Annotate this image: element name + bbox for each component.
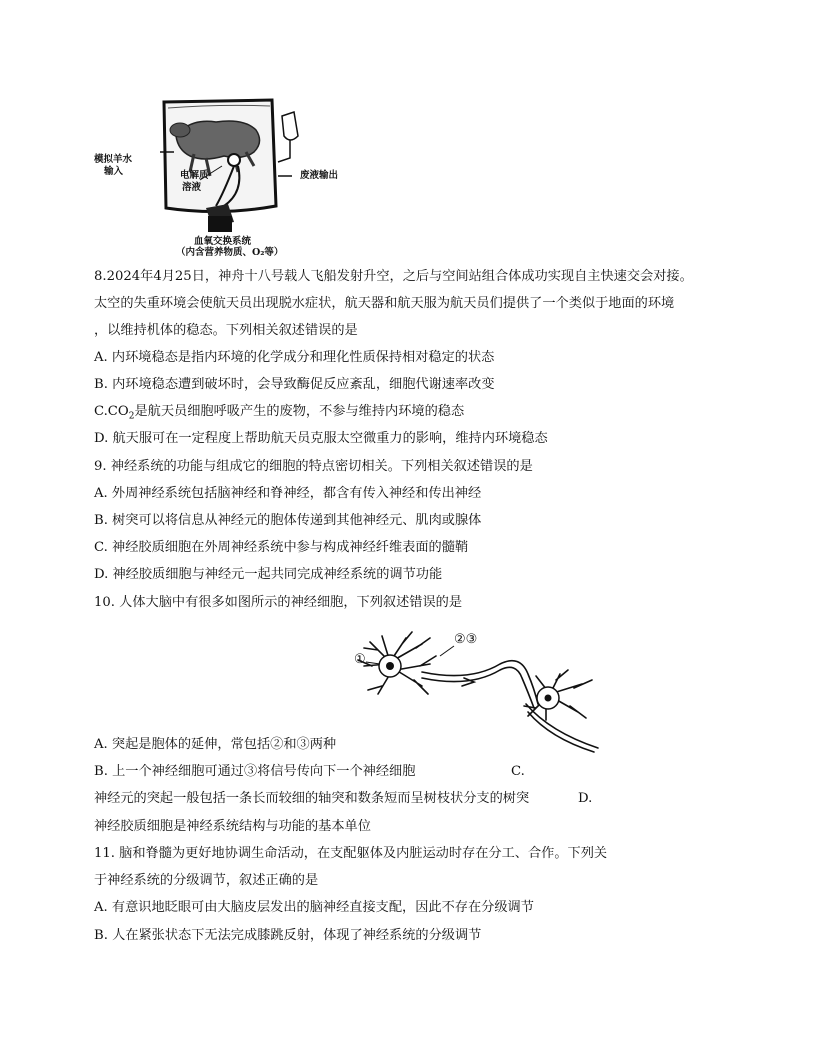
q8-stem-line2: 太空的失重环境会使航天员出现脱水症状，航天器和航天服为航天员们提供了一个类似于地面的环境: [94, 296, 675, 311]
q10-option-b: B. 上一个神经细胞可通过③将信号传向下一个神经细胞: [94, 764, 416, 779]
q8-stem-line3: ，以维持机体的稳态。下列相关叙述错误的是: [94, 323, 358, 338]
q8-option-c-prefix: C.CO: [94, 404, 129, 419]
q9-option-a: A. 外周神经系统包括脑神经和脊神经，都含有传入神经和传出神经: [94, 486, 482, 501]
q9-option-c: C. 神经胶质细胞在外周神经系统中参与构成神经纤维表面的髓鞘: [94, 540, 469, 555]
q8-option-c: [94, 403, 464, 426]
q8-option-d: D. 航天服可在一定程度上帮助航天员克服太空微重力的影响，维持内环境稳态: [94, 431, 548, 446]
artificial-womb-figure: [94, 96, 354, 261]
q8-option-c-text: 是航天员细胞呼吸产生的废物，不参与维持内环境的稳态: [134, 404, 465, 419]
q8-stem-line1: 8.2024年4月25日，神舟十八号载人飞船发射升空，之后与空间站组合体成功实现自主快速交会对接。: [94, 269, 693, 284]
q8-option-c-subscript: 2: [128, 411, 135, 422]
fig1-label-electrolyte-line2: 溶液: [182, 182, 202, 193]
q10-option-a: A. 突起是胞体的延伸，常包括②和③两种: [94, 737, 337, 752]
fig1-label-waste-output: 废液输出: [300, 170, 339, 181]
q11-option-a: A. 有意识地眨眼可由大脑皮层发出的脑神经直接支配，因此不存在分级调节: [94, 900, 534, 915]
q11-stem-line2: 于神经系统的分级调节，叙述正确的是: [94, 873, 319, 888]
fig1-label-amniotic-input-line2: 输入: [104, 166, 124, 177]
fig1-label-amniotic-input-line1: 模拟羊水: [94, 154, 133, 165]
q8-option-a: A. 内环境稳态是指内环境的化学成分和理化性质保持相对稳定的状态: [94, 350, 495, 365]
q9-option-d: D. 神经胶质细胞与神经元一起共同完成神经系统的调节功能: [94, 567, 443, 582]
fig1-label-oxygen-system-line1: 血氧交换系统: [194, 236, 252, 247]
fig1-label-oxygen-system-line2: （内含营养物质、O₂等）: [176, 247, 284, 258]
q10-option-c-text: 神经元的突起一般包括一条长而较细的轴突和数条短而呈树枝状分支的树突: [94, 791, 530, 806]
q8-option-b: B. 内环境稳态遭到破坏时，会导致酶促反应紊乱，细胞代谢速率改变: [94, 377, 495, 392]
fig1-label-electrolyte-line1: 电解质: [180, 170, 209, 181]
q9-option-b: B. 树突可以将信息从神经元的胞体传递到其他神经元、肌肉或腺体: [94, 513, 482, 528]
neuron-label-1: ①: [354, 652, 366, 667]
neuron-figure: [350, 624, 600, 754]
q11-stem-line1: 11. 脑和脊髓为更好地协调生命活动，在支配躯体及内脏运动时存在分工、合作。下列关: [94, 846, 608, 861]
q9-stem: 9. 神经系统的功能与组成它的细胞的特点密切相关。下列相关叙述错误的是: [94, 459, 533, 474]
q11-option-b: B. 人在紧张状态下无法完成膝跳反射，体现了神经系统的分级调节: [94, 928, 482, 943]
q10-stem: 10. 人体大脑中有很多如图所示的神经细胞，下列叙述错误的是: [94, 595, 463, 610]
neuron-label-2-3: ②③: [454, 632, 478, 647]
q10-option-d-label: D.: [578, 791, 593, 806]
q10-option-d-text: 神经胶质细胞是神经系统结构与功能的基本单位: [94, 819, 371, 834]
q10-option-c-label: C.: [511, 764, 525, 779]
